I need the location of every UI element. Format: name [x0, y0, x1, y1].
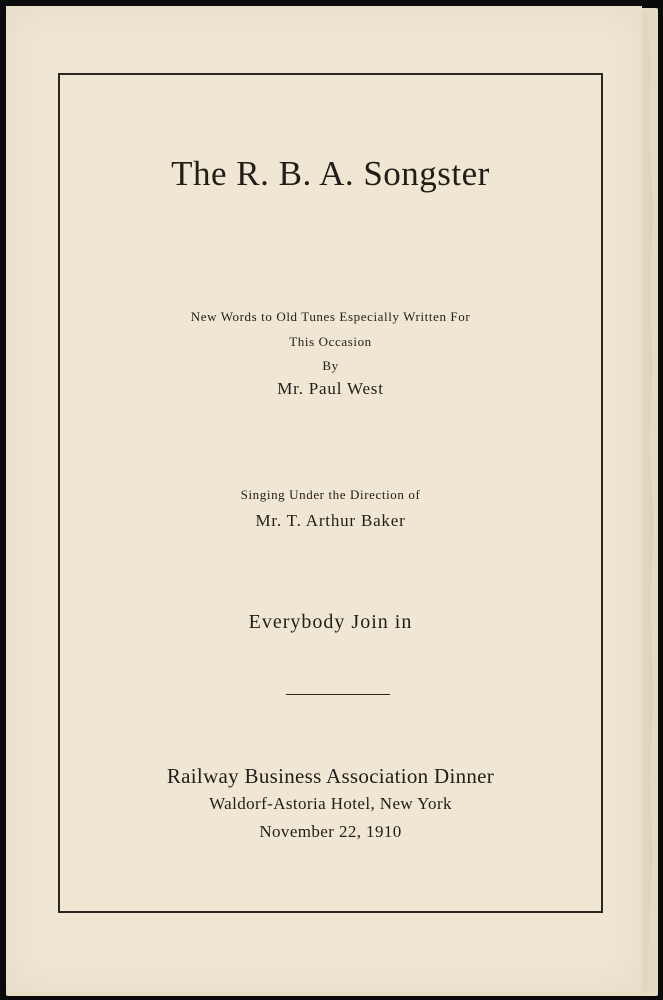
invitation-text: Everybody Join in — [248, 611, 413, 633]
author-name: Mr. Paul West — [277, 379, 384, 398]
page-title: The R. B. A. Songster — [171, 154, 490, 193]
divider-rule — [286, 694, 390, 695]
event-date: November 22, 1910 — [259, 822, 402, 841]
subtitle-line-1: New Words to Old Tunes Especially Written For — [190, 309, 471, 324]
subtitle-continuation — [58, 329, 603, 354]
program-page — [6, 6, 642, 992]
by-label: By — [322, 358, 339, 373]
subtitle — [58, 304, 603, 329]
direction-label: Singing Under the Direction of — [240, 487, 421, 502]
event-name: Railway Business Association Dinner — [166, 764, 495, 788]
venue: Waldorf-Astoria Hotel, New York — [209, 794, 452, 813]
director-name: Mr. T. Arthur Baker — [255, 511, 406, 530]
subtitle-line-2: This Occasion — [289, 334, 372, 349]
